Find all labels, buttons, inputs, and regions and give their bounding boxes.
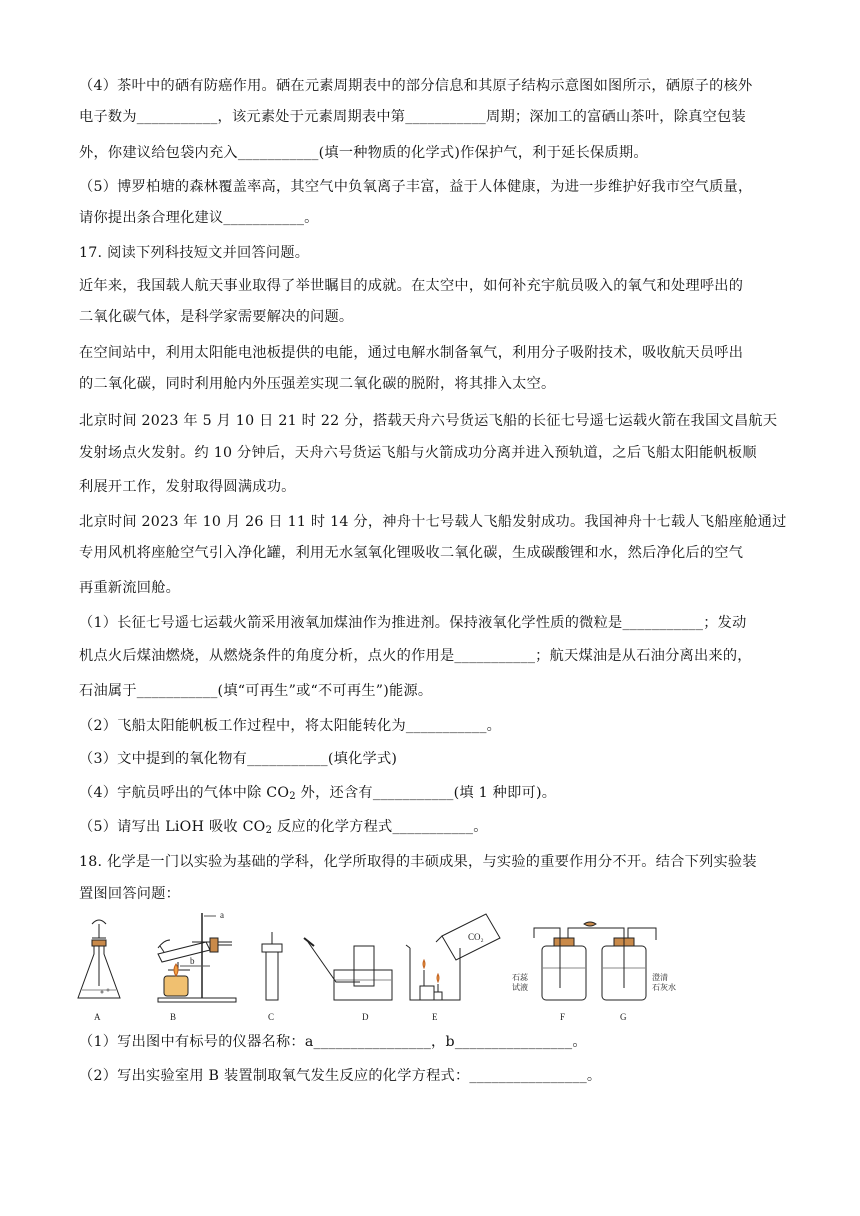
q18-title-line1: 18. 化学是一门以实验为基础的学科，化学所取得的丰硕成果，与实验的重要作用分不开。结合下列实验装 xyxy=(79,854,757,870)
label-b: B xyxy=(170,1012,177,1022)
q17-sub4-pre: （4）宇航员呼出的气体中除 CO xyxy=(79,785,290,801)
q17-para1-line1: 近年来，我国载人航天事业取得了举世瞩目的成就。在太空中，如何补充宇航员吸入的氧气和处理呼出的 xyxy=(79,278,744,294)
mark-b: b xyxy=(190,956,195,966)
limewater-label-1: 澄清 xyxy=(652,973,668,982)
mark-a: a xyxy=(220,910,224,920)
q17-para4-line2: 专用风机将座舱空气引入净化罐，利用无水氢氧化锂吸收二氧化碳，生成碳酸锂和水，然后净化后的空气 xyxy=(79,545,744,561)
q18-title-line2: 置图回答问题： xyxy=(79,886,181,902)
apparatus-c xyxy=(262,932,282,1000)
apparatus-e xyxy=(406,914,500,1000)
apparatus-fg xyxy=(534,922,656,1000)
q17-para3-line2: 发射场点火发射。约 10 分钟后，天舟六号货运飞船与火箭成功分离并进入预轨道，之后飞船太阳能帆板顺 xyxy=(79,445,757,461)
q16-part4-line2: 电子数为___________，该元素处于元素周期表中第___________周期；深加工的富硒山茶叶，除真空包装 xyxy=(79,109,746,125)
label-c: C xyxy=(268,1012,275,1022)
q17-sub4-subscript: 2 xyxy=(289,791,296,802)
q17-para3-line3: 利展开工作，发射取得圆满成功。 xyxy=(79,479,296,495)
q18-sub2: （2）写出实验室用 B 装置制取氧气发生反应的化学方程式：________________。 xyxy=(79,1068,602,1084)
q16-part4-line3: 外，你建议给包袋内充入___________(填一种物质的化学式)作保护气，利于延长保质期。 xyxy=(79,145,648,161)
litmus-label-2: 试液 xyxy=(512,983,528,992)
q16-part4-line1: （4）茶叶中的硒有防癌作用。硒在元素周期表中的部分信息和其原子结构示意图如图所示，硒原子的核外 xyxy=(79,78,753,94)
apparatus-b xyxy=(158,913,236,1002)
co2-label: CO₂ xyxy=(468,932,484,942)
apparatus-svg xyxy=(72,910,682,1028)
label-f: F xyxy=(560,1012,566,1022)
q17-sub1-line2: 机点火后煤油燃烧，从燃烧条件的角度分析，点火的作用是___________；航天煤油是从石油分离出来的， xyxy=(79,648,752,664)
q17-sub3: （3）文中提到的氧化物有___________(填化学式) xyxy=(79,751,398,767)
q16-part5-line2: 请你提出条合理化建议___________。 xyxy=(79,210,319,226)
q17-sub5-subscript: 2 xyxy=(265,825,273,836)
label-e: E xyxy=(432,1012,438,1022)
q17-para1-line2: 二氧化碳气体，是科学家需要解决的问题。 xyxy=(79,309,354,325)
q17-para2-line2: 的二氧化碳，同时利用舱内外压强差实现二氧化碳的脱附，将其排入太空。 xyxy=(79,376,556,392)
label-d: D xyxy=(362,1012,369,1022)
lab-apparatus-figure xyxy=(72,910,682,1028)
q17-para4-line3: 再重新流回舱。 xyxy=(79,580,181,596)
label-a: A xyxy=(94,1012,101,1022)
q17-title: 17. 阅读下列科技短文并回答问题。 xyxy=(79,245,310,261)
apparatus-a xyxy=(78,920,120,998)
q17-para2-line1: 在空间站中，利用太阳能电池板提供的电能，通过电解水制备氧气，利用分子吸附技术，吸收航天员呼出 xyxy=(79,345,744,361)
q17-sub4-post: 外，还含有___________(填 1 种即可)。 xyxy=(295,785,557,801)
limewater-label-2: 石灰水 xyxy=(652,983,676,992)
q17-sub4 xyxy=(79,783,556,807)
litmus-label-1: 石蕊 xyxy=(512,973,528,982)
q17-sub5-post: 反应的化学方程式___________。 xyxy=(272,819,488,835)
q17-sub5-pre: （5）请写出 LiOH 吸收 CO xyxy=(79,819,266,835)
apparatus-d xyxy=(304,938,392,1000)
q17-sub1-line1: （1）长征七号遥七运载火箭采用液氧加煤油作为推进剂。保持液氧化学性质的微粒是___________；发动 xyxy=(79,615,747,631)
q18-sub1: （1）写出图中有标号的仪器名称：a________________，b________________。 xyxy=(79,1034,587,1050)
q17-para3-line1: 北京时间 2023 年 5 月 10 日 21 时 22 分，搭载天舟六号货运飞船的长征七号遥七运载火箭在我国文昌航天 xyxy=(79,413,778,429)
q17-sub2: （2）飞船太阳能帆板工作过程中，将太阳能转化为___________。 xyxy=(79,718,502,734)
q17-para4-line1: 北京时间 2023 年 10 月 26 日 11 时 14 分，神舟十七号载人飞船发射成功。我国神舟十七载人飞船座舱通过 xyxy=(79,514,787,530)
q16-part5-line1: （5）博罗柏塘的森林覆盖率高，其空气中负氧离子丰富，益于人体健康，为进一步维护好我市空气质量， xyxy=(79,179,753,195)
label-g: G xyxy=(620,1012,627,1022)
q17-sub5 xyxy=(79,817,488,841)
q17-sub1-line3: 石油属于___________(填“可再生”或“不可再生”)能源。 xyxy=(79,683,433,699)
